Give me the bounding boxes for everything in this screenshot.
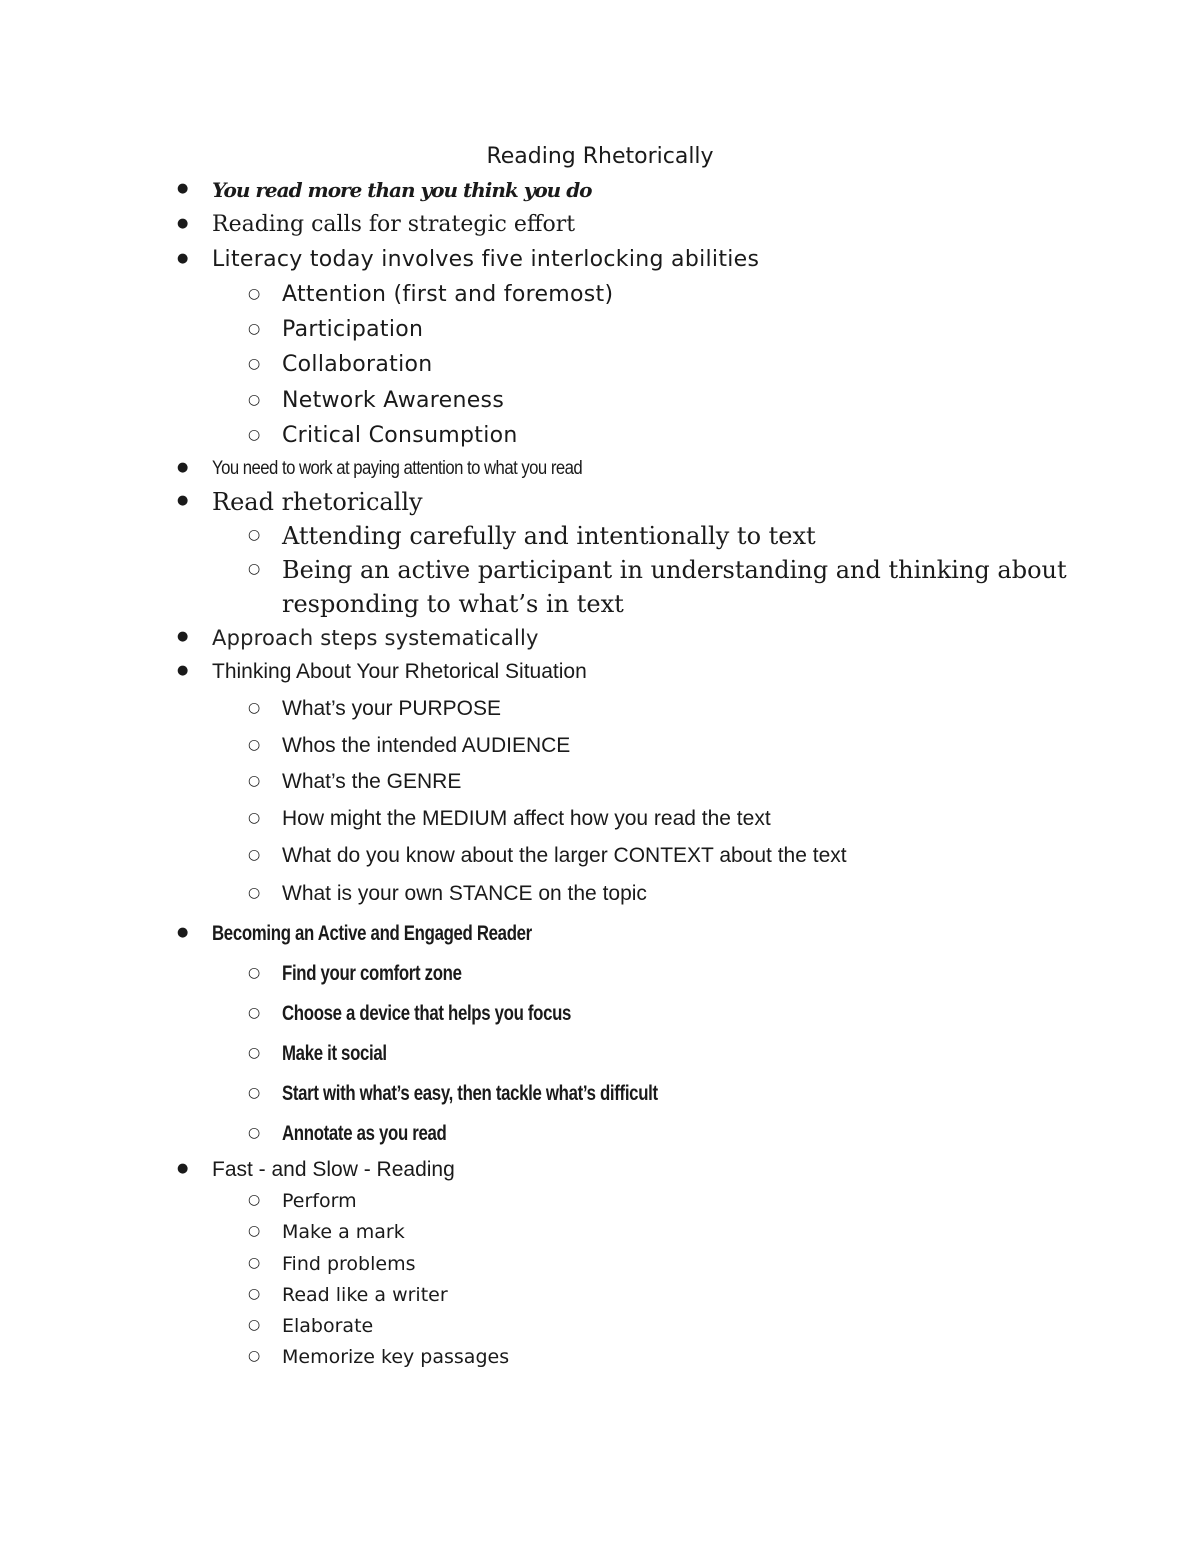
- outline-item-level-2: responding to what’s in text: [282, 590, 624, 618]
- outline-item-level-2: What do you know about the larger CONTEXT about the text: [282, 844, 847, 867]
- outline-item-level-2: Perform: [282, 1190, 357, 1212]
- outline-item-level-2: What’s your PURPOSE: [282, 697, 502, 720]
- bullet-disc-icon: ●: [177, 925, 189, 940]
- bullet-circle-icon: ○: [248, 1348, 261, 1364]
- outline-item-level-2: Make it social: [282, 1042, 387, 1065]
- outline-item-level-2: Network Awareness: [282, 388, 505, 413]
- bullet-circle-icon: ○: [248, 561, 261, 577]
- bullet-circle-icon: ○: [248, 965, 261, 981]
- bullet-disc-icon: ●: [177, 251, 189, 266]
- outline-item-level-1: You read more than you think you do: [212, 178, 592, 202]
- bullet-circle-icon: ○: [248, 700, 261, 716]
- bullet-circle-icon: ○: [248, 1045, 261, 1061]
- outline-item-level-2: How might the MEDIUM affect how you read the text: [282, 807, 771, 830]
- bullet-circle-icon: ○: [248, 885, 261, 901]
- outline-item-level-1: Thinking About Your Rhetorical Situation: [212, 660, 587, 683]
- outline-item-level-2: Attention (first and foremost): [282, 282, 614, 307]
- bullet-disc-icon: ●: [177, 663, 189, 678]
- bullet-circle-icon: ○: [248, 427, 261, 443]
- outline-item-level-1: Read rhetorically: [212, 488, 423, 516]
- outline-item-level-2: Whos the intended AUDIENCE: [282, 734, 571, 757]
- outline-item-level-1: Becoming an Active and Engaged Reader: [212, 922, 532, 945]
- bullet-circle-icon: ○: [248, 527, 261, 543]
- outline-item-level-2: Find problems: [282, 1253, 416, 1275]
- bullet-circle-icon: ○: [248, 810, 261, 826]
- bullet-circle-icon: ○: [248, 737, 261, 753]
- outline-item-level-2: What’s the GENRE: [282, 770, 462, 793]
- bullet-circle-icon: ○: [248, 773, 261, 789]
- outline-item-level-2: Critical Consumption: [282, 423, 518, 448]
- outline-item-level-2: Collaboration: [282, 352, 433, 377]
- bullet-circle-icon: ○: [248, 1085, 261, 1101]
- bullet-circle-icon: ○: [248, 1223, 261, 1239]
- bullet-circle-icon: ○: [248, 1005, 261, 1021]
- bullet-circle-icon: ○: [248, 1125, 261, 1141]
- outline-item-level-2: Being an active participant in understanding and thinking about: [282, 556, 1067, 584]
- bullet-disc-icon: ●: [177, 460, 189, 475]
- outline-item-level-2: Memorize key passages: [282, 1346, 510, 1368]
- outline-item-level-2: Start with what’s easy, then tackle what’s difficult: [282, 1082, 658, 1105]
- outline-item-level-2: Elaborate: [282, 1315, 374, 1337]
- bullet-disc-icon: ●: [177, 493, 189, 508]
- bullet-circle-icon: ○: [248, 1192, 261, 1208]
- bullet-circle-icon: ○: [248, 286, 261, 302]
- outline-item-level-1: Reading calls for strategic effort: [212, 212, 576, 237]
- bullet-circle-icon: ○: [248, 1286, 261, 1302]
- outline-item-level-2: Annotate as you read: [282, 1122, 447, 1145]
- outline-item-level-2: Choose a device that helps you focus: [282, 1002, 572, 1025]
- bullet-circle-icon: ○: [248, 392, 261, 408]
- bullet-disc-icon: ●: [177, 629, 189, 644]
- outline-item-level-2: Participation: [282, 317, 424, 342]
- bullet-circle-icon: ○: [248, 1255, 261, 1271]
- bullet-circle-icon: ○: [248, 847, 261, 863]
- outline-item-level-2: Read like a writer: [282, 1284, 448, 1306]
- outline-item-level-1: You need to work at paying attention to what you read: [212, 458, 583, 479]
- outline-item-level-2: Attending carefully and intentionally to text: [282, 522, 816, 550]
- bullet-disc-icon: ●: [177, 181, 189, 196]
- outline-item-level-1: Approach steps systematically: [212, 626, 539, 650]
- bullet-circle-icon: ○: [248, 356, 261, 372]
- bullet-circle-icon: ○: [248, 1317, 261, 1333]
- outline-item-level-2: What is your own STANCE on the topic: [282, 882, 647, 905]
- outline-item-level-1: Fast - and Slow - Reading: [212, 1158, 455, 1181]
- bullet-disc-icon: ●: [177, 216, 189, 231]
- outline-item-level-2: Make a mark: [282, 1221, 405, 1243]
- outline-item-level-1: Literacy today involves five interlocking abilities: [212, 247, 760, 272]
- bullet-disc-icon: ●: [177, 1161, 189, 1176]
- bullet-circle-icon: ○: [248, 321, 261, 337]
- outline-item-level-2: Find your comfort zone: [282, 962, 462, 985]
- page-title: Reading Rhetorically: [486, 144, 714, 169]
